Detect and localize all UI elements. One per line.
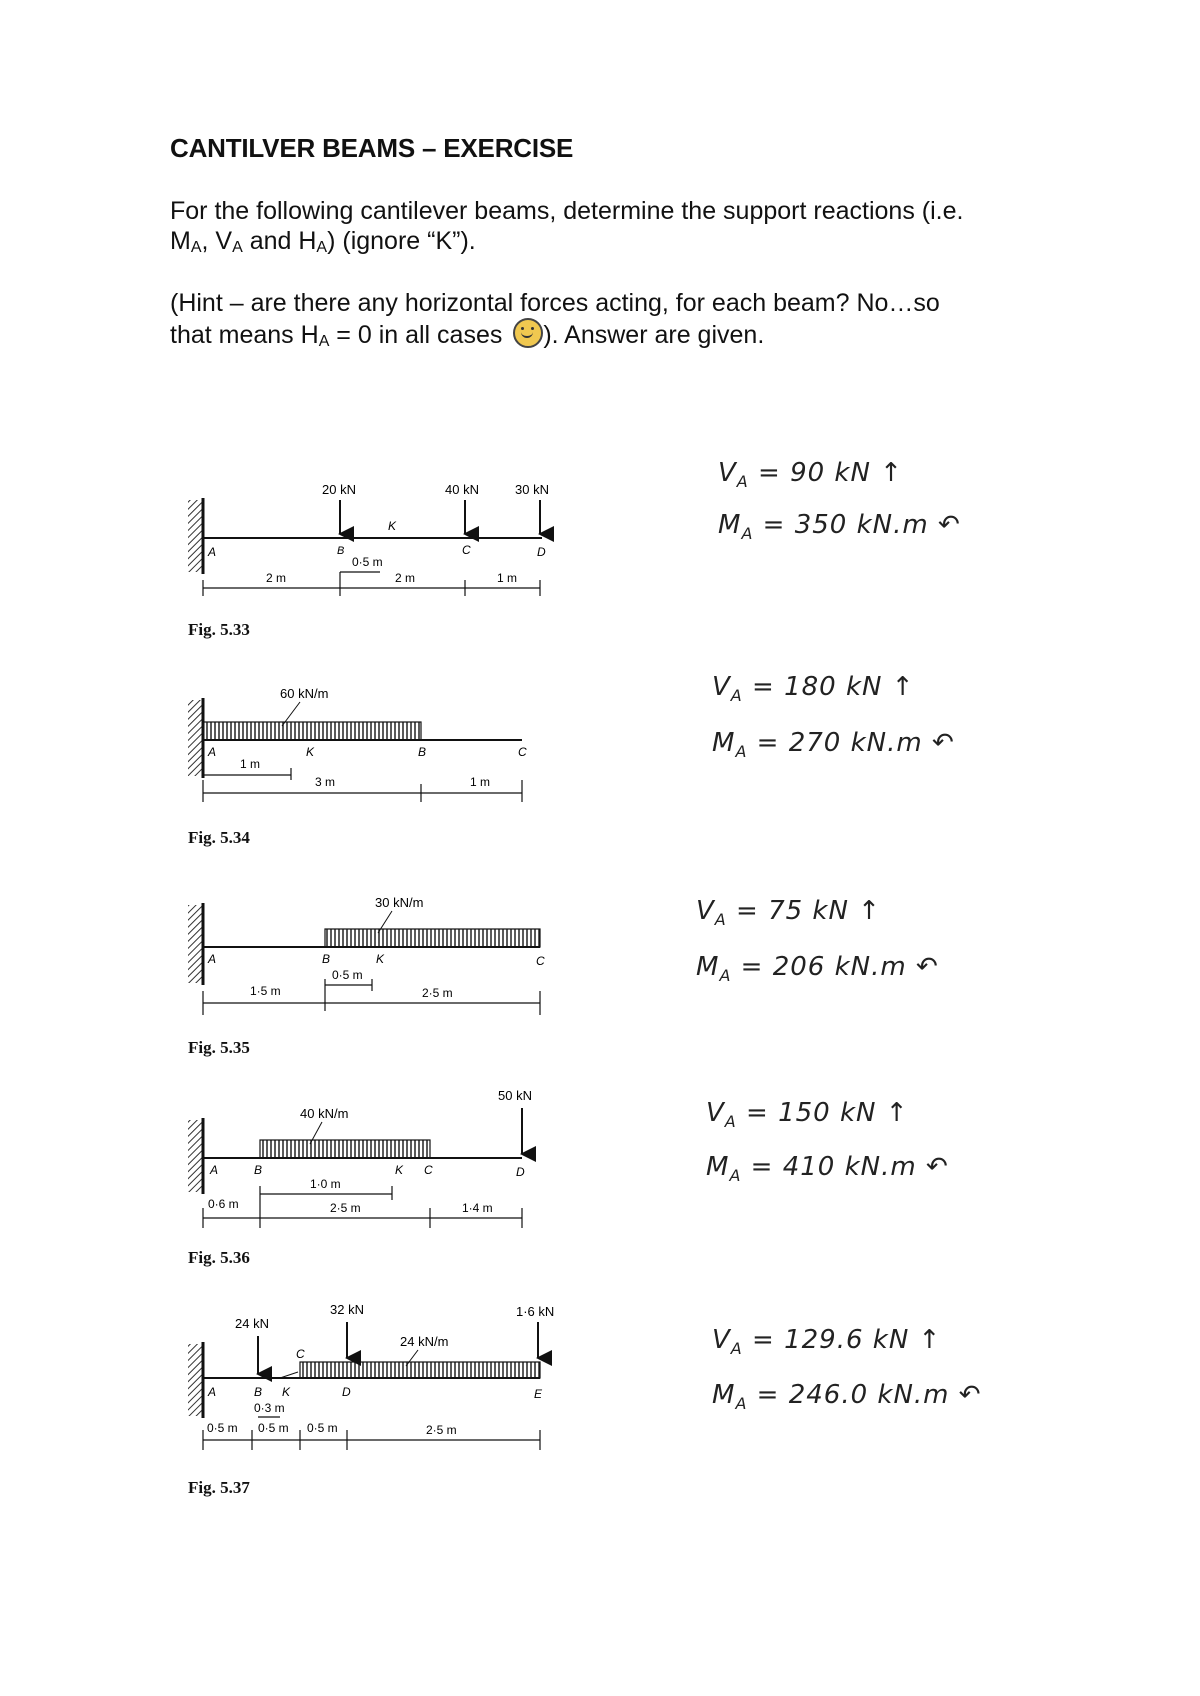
answer-subscript: A	[741, 524, 754, 543]
figure-caption: Fig. 5.35	[188, 1038, 250, 1057]
load-label: 40 kN	[445, 482, 479, 497]
dimension-label: 1·5 m	[250, 984, 281, 998]
page-title: CANTILVER BEAMS – EXERCISE	[170, 133, 574, 163]
beam-diagram-5-35	[170, 895, 610, 1025]
intro-text: ) (ignore “K”).	[327, 227, 476, 255]
intro-line-2	[170, 226, 963, 263]
hint-text: ). Answer are given.	[543, 321, 765, 349]
answer-text: = 270 kN.m ↶	[756, 728, 955, 758]
figure-caption: Fig. 5.37	[188, 1478, 250, 1497]
point-label: C	[462, 543, 471, 557]
point-label: B	[337, 545, 345, 557]
point-label: K	[306, 745, 315, 759]
answer-ma-5-34	[712, 728, 955, 761]
point-label: A	[208, 952, 217, 966]
wall-support	[188, 905, 202, 983]
figure-5-33	[170, 470, 610, 620]
point-label: A	[208, 545, 217, 559]
dimension-label: 1·0 m	[310, 1177, 341, 1191]
load-label: 60 kN/m	[280, 686, 329, 701]
hint-text: that means H	[170, 321, 319, 349]
wall-support	[188, 500, 202, 572]
answer-text: V	[706, 1098, 725, 1128]
answer-ma-5-37	[712, 1380, 982, 1413]
answer-text: = 150 kN ↑	[746, 1098, 909, 1128]
answer-text: M	[718, 510, 742, 540]
point-label: B	[322, 952, 331, 966]
dimension-label: 1 m	[240, 757, 261, 771]
dimension-label: 0·5 m	[307, 1421, 338, 1435]
answer-text: = 129.6 kN ↑	[752, 1325, 942, 1355]
answer-text: = 75 kN ↑	[736, 896, 881, 926]
answer-subscript: A	[729, 1166, 742, 1185]
answer-ma-5-36	[706, 1152, 949, 1185]
hint-line-1: (Hint – are there any horizontal forces acting, for each beam? No…so	[170, 289, 940, 317]
answer-va-5-33	[718, 458, 903, 491]
beam-diagram-5-37	[170, 1300, 610, 1460]
load-label: 24 kN/m	[400, 1334, 449, 1349]
dimension-label: 2·5 m	[330, 1201, 361, 1215]
intro-subscript: A	[190, 239, 202, 256]
hint-paragraph	[170, 288, 940, 357]
answer-text: V	[718, 458, 737, 488]
wall-support	[188, 1120, 202, 1192]
answer-text: = 350 kN.m ↶	[762, 510, 961, 540]
answer-text: V	[712, 672, 731, 702]
figure-5-34	[170, 680, 610, 810]
answer-subscript: A	[735, 742, 748, 761]
load-label: 32 kN	[330, 1302, 364, 1317]
load-label: 30 kN	[515, 482, 549, 497]
answer-subscript: A	[719, 966, 732, 985]
dimension-label: 1 m	[497, 571, 518, 585]
answer-va-5-35	[696, 896, 881, 929]
dimension-label: 0·5 m	[258, 1421, 289, 1435]
dimension-label: 2 m	[395, 571, 416, 585]
point-label: A	[208, 1385, 217, 1399]
point-label: C	[296, 1347, 305, 1361]
dimension-label: 0·5 m	[207, 1421, 238, 1435]
distributed-load	[300, 1362, 540, 1378]
distributed-load	[203, 722, 421, 740]
point-label: D	[537, 545, 546, 559]
answer-subscript: A	[730, 686, 743, 705]
point-label: C	[536, 954, 545, 968]
answer-text: M	[706, 1152, 730, 1182]
wall-support	[188, 1344, 202, 1416]
dimension-label: 0·6 m	[208, 1197, 239, 1211]
answer-text: = 206 kN.m ↶	[740, 952, 939, 982]
answer-va-5-36	[706, 1098, 909, 1131]
answer-subscript: A	[724, 1112, 737, 1131]
answer-text: M	[712, 1380, 736, 1410]
wall-support	[188, 700, 202, 776]
point-label: B	[254, 1163, 263, 1177]
figure-caption: Fig. 5.33	[188, 620, 250, 639]
hint-text: = 0 in all cases	[329, 321, 510, 349]
intro-text: and H	[242, 227, 317, 255]
beam-diagram-5-33	[170, 470, 610, 620]
answer-va-5-34	[712, 672, 915, 705]
figure-caption: Fig. 5.34	[188, 828, 250, 847]
point-label: K	[282, 1385, 291, 1399]
point-label: E	[534, 1387, 543, 1401]
intro-subscript: A	[232, 239, 243, 256]
point-label: K	[395, 1163, 404, 1177]
figure-5-35	[170, 895, 610, 1025]
dimension-label: 2·5 m	[426, 1423, 457, 1437]
load-label: 24 kN	[235, 1316, 269, 1331]
point-label: A	[210, 1163, 219, 1177]
beam-diagram-5-34	[170, 680, 610, 810]
answer-text: V	[696, 896, 715, 926]
hint-subscript: A	[318, 333, 330, 350]
answer-subscript: A	[714, 910, 727, 929]
intro-text: , V	[201, 227, 233, 255]
figure-5-37	[170, 1300, 610, 1460]
distributed-load	[325, 929, 540, 947]
beam-diagram-5-36	[170, 1090, 610, 1250]
answer-text: = 246.0 kN.m ↶	[756, 1380, 982, 1410]
answer-va-5-37	[712, 1325, 941, 1358]
figure-5-36	[170, 1090, 610, 1250]
point-label: D	[516, 1165, 525, 1179]
answer-text: = 410 kN.m ↶	[750, 1152, 949, 1182]
point-label: B	[418, 745, 427, 759]
answer-subscript: A	[730, 1339, 743, 1358]
point-label: B	[254, 1385, 263, 1399]
dimension-label: 1·4 m	[462, 1201, 493, 1215]
point-label: K	[388, 519, 397, 533]
figure-caption: Fig. 5.36	[188, 1248, 250, 1267]
dimension-label: 2 m	[266, 571, 287, 585]
intro-text: M	[170, 227, 191, 255]
answer-text: = 90 kN ↑	[758, 458, 903, 488]
answer-ma-5-35	[696, 952, 939, 985]
intro-line-1: For the following cantilever beams, determine the support reactions (i.e.	[170, 197, 964, 225]
load-label: 30 kN/m	[375, 895, 424, 910]
answer-text: = 180 kN ↑	[752, 672, 915, 702]
answer-text: M	[696, 952, 720, 982]
load-label: 50 kN	[498, 1090, 532, 1103]
dimension-label: 0·5 m	[332, 968, 363, 982]
answer-text: M	[712, 728, 736, 758]
point-label: A	[208, 745, 217, 759]
intro-subscript: A	[316, 239, 328, 256]
point-label: C	[424, 1163, 433, 1177]
answer-ma-5-33	[718, 510, 961, 543]
smiley-icon	[513, 318, 543, 348]
answer-text: V	[712, 1325, 731, 1355]
dimension-label: 2·5 m	[422, 986, 453, 1000]
dimension-label: 1 m	[470, 775, 491, 789]
intro-paragraph	[170, 196, 963, 263]
dimension-label: 0·3 m	[254, 1401, 285, 1415]
load-label: 1·6 kN	[516, 1304, 555, 1319]
dimension-label: 0·5 m	[352, 555, 383, 569]
answer-subscript: A	[735, 1394, 748, 1413]
dimension-label: 3 m	[315, 775, 336, 789]
load-label: 20 kN	[322, 482, 356, 497]
answer-subscript: A	[736, 472, 749, 491]
load-label: 40 kN/m	[300, 1106, 349, 1121]
point-label: C	[518, 745, 527, 759]
point-label: K	[376, 952, 385, 966]
hint-line-2	[170, 318, 940, 357]
point-label: D	[342, 1385, 351, 1399]
distributed-load	[260, 1140, 430, 1158]
